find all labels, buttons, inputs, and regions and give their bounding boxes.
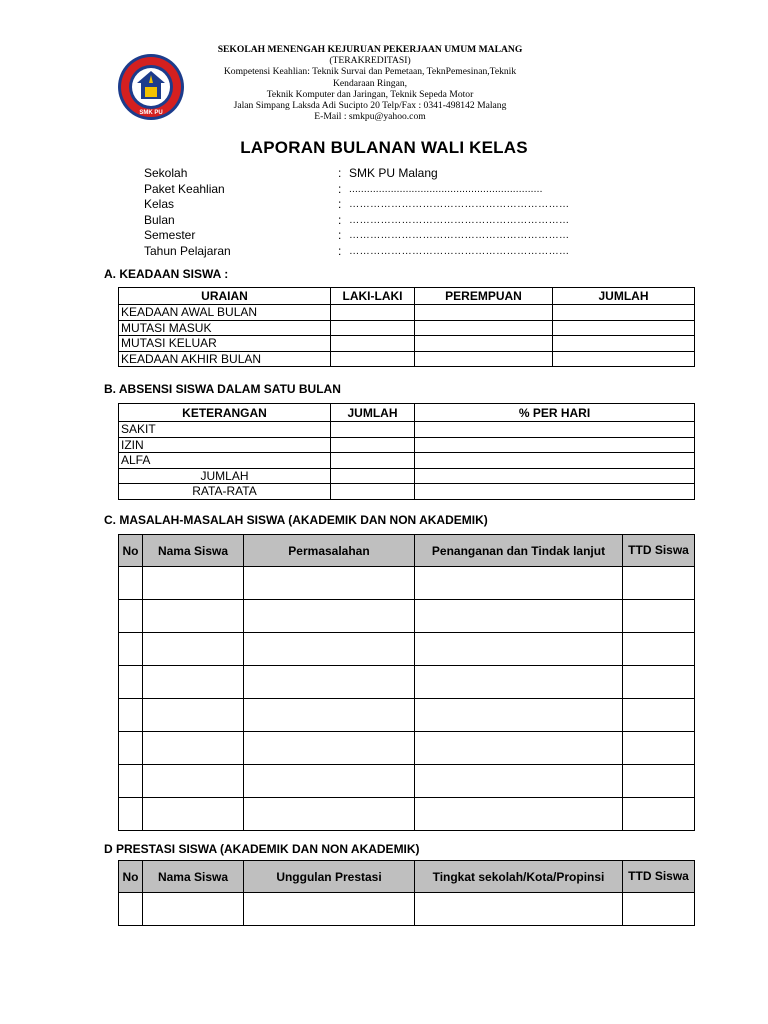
table-cell[interactable]	[331, 422, 415, 438]
table-cell[interactable]	[244, 666, 415, 699]
row-label: RATA-RATA	[119, 484, 331, 500]
table-cell[interactable]	[415, 765, 623, 798]
table-cell[interactable]	[415, 699, 623, 732]
table-cell[interactable]	[119, 732, 143, 765]
identity-label: Paket Keahlian	[144, 181, 225, 196]
identity-value: ………………………………………………………	[349, 199, 570, 210]
table-cell[interactable]	[623, 633, 695, 666]
row-label: JUMLAH	[119, 468, 331, 484]
section-b-heading: B. ABSENSI SISWA DALAM SATU BULAN	[104, 382, 341, 396]
table-cell[interactable]	[244, 732, 415, 765]
identity-label: Bulan	[144, 212, 175, 227]
column-header: KETERANGAN	[119, 404, 331, 422]
table-cell[interactable]	[553, 305, 695, 321]
table-cell[interactable]	[244, 600, 415, 633]
table-cell[interactable]	[415, 422, 695, 438]
identity-colon: :	[338, 197, 342, 211]
column-header: URAIAN	[119, 288, 331, 305]
table-cell[interactable]	[415, 336, 553, 352]
identity-label: Tahun Pelajaran	[144, 243, 231, 258]
table-cell[interactable]	[331, 468, 415, 484]
table-cell[interactable]	[553, 320, 695, 336]
table-row	[119, 320, 695, 336]
table-cell[interactable]	[244, 765, 415, 798]
identity-label: Semester	[144, 228, 196, 242]
column-header: No	[119, 861, 143, 893]
column-header: JUMLAH	[331, 404, 415, 422]
column-header: Penanganan dan Tindak lanjut	[415, 535, 623, 567]
absensi-siswa-table	[118, 403, 695, 500]
identity-colon: :	[338, 181, 342, 196]
table-cell[interactable]	[623, 765, 695, 798]
table-cell[interactable]	[623, 600, 695, 633]
row-label: KEADAAN AWAL BULAN	[119, 305, 331, 321]
column-header: Nama Siswa	[143, 861, 244, 893]
table-cell[interactable]	[119, 699, 143, 732]
table-row	[119, 351, 695, 367]
table-cell[interactable]	[143, 893, 244, 926]
table-cell[interactable]	[415, 453, 695, 469]
document-title: LAPORAN BULANAN WALI KELAS	[240, 138, 528, 157]
table-cell[interactable]	[415, 351, 553, 367]
column-header: Permasalahan	[244, 535, 415, 567]
table-row	[119, 453, 695, 469]
table-cell[interactable]	[331, 453, 415, 469]
table-cell[interactable]	[143, 765, 244, 798]
column-header: TTD Siswa	[623, 861, 695, 893]
table-cell[interactable]	[244, 699, 415, 732]
row-label: MUTASI MASUK	[119, 320, 331, 336]
column-header: Unggulan Prestasi	[244, 861, 415, 893]
school-address: Jalan Simpang Laksda Adi Sucipto 20 Telp/Fax : 0341-498142 Malang	[233, 100, 507, 112]
identity-colon: :	[338, 228, 342, 242]
table-header-row	[119, 535, 695, 567]
column-header: JUMLAH	[553, 288, 695, 305]
table-cell[interactable]	[415, 600, 623, 633]
table-row	[119, 666, 695, 699]
table-cell[interactable]	[119, 798, 143, 831]
row-label: IZIN	[119, 437, 331, 453]
table-cell[interactable]	[415, 468, 695, 484]
table-cell[interactable]	[143, 798, 244, 831]
table-cell[interactable]	[119, 765, 143, 798]
table-cell[interactable]	[623, 666, 695, 699]
table-cell[interactable]	[119, 633, 143, 666]
table-cell[interactable]	[553, 351, 695, 367]
table-row	[119, 336, 695, 352]
table-cell[interactable]	[143, 567, 244, 600]
table-cell[interactable]	[415, 893, 623, 926]
table-row	[119, 893, 695, 926]
competence-line-1: Kompetensi Keahlian: Teknik Survai dan Pemetaan, TeknPemesinan,Teknik	[223, 66, 517, 78]
table-row	[119, 699, 695, 732]
table-row	[119, 732, 695, 765]
table-cell[interactable]	[553, 336, 695, 352]
masalah-siswa-table	[118, 534, 695, 831]
school-logo	[117, 53, 185, 121]
competence-line-3: Teknik Komputer dan Jaringan, Teknik Sepeda Motor	[266, 88, 474, 100]
table-cell[interactable]	[623, 699, 695, 732]
table-header-row	[119, 404, 695, 422]
table-cell[interactable]	[143, 732, 244, 765]
table-cell[interactable]	[623, 893, 695, 926]
school-name: SEKOLAH MENENGAH KEJURUAN PEKERJAAN UMUM MALANG	[217, 44, 523, 55]
column-header: PEREMPUAN	[415, 288, 553, 305]
table-cell[interactable]	[331, 484, 415, 500]
table-cell[interactable]	[623, 732, 695, 765]
table-cell[interactable]	[415, 633, 623, 666]
column-header: LAKI-LAKI	[331, 288, 415, 305]
table-cell[interactable]	[119, 666, 143, 699]
identity-label: Sekolah	[144, 166, 188, 180]
section-d-heading: D PRESTASI SISWA (AKADEMIK DAN NON AKADEMIK)	[104, 842, 420, 856]
table-cell[interactable]	[143, 633, 244, 666]
table-row	[119, 484, 695, 500]
table-cell[interactable]	[244, 798, 415, 831]
table-row	[119, 633, 695, 666]
identity-value: SMK PU Malang	[349, 166, 438, 180]
prestasi-siswa-table	[118, 860, 695, 926]
identity-value: ………………………………………………………	[349, 230, 570, 241]
table-cell[interactable]	[415, 320, 553, 336]
school-email: E-Mail : smkpu@yahoo.com	[314, 111, 426, 123]
column-header: Nama Siswa	[143, 535, 244, 567]
accreditation: (TERAKREDITASI)	[329, 55, 411, 67]
table-cell[interactable]	[244, 633, 415, 666]
logo-label: SMK PU	[139, 110, 163, 116]
table-cell[interactable]	[331, 437, 415, 453]
table-cell[interactable]	[415, 732, 623, 765]
table-cell[interactable]	[415, 305, 553, 321]
section-a-heading: A. KEADAAN SISWA :	[104, 267, 229, 281]
table-cell[interactable]	[623, 567, 695, 600]
identity-colon: :	[338, 212, 342, 227]
table-row	[119, 600, 695, 633]
table-row	[119, 437, 695, 453]
row-label: MUTASI KELUAR	[119, 336, 331, 352]
row-label: ALFA	[119, 453, 331, 469]
table-cell[interactable]	[143, 699, 244, 732]
identity-colon: :	[338, 243, 342, 258]
table-cell[interactable]	[415, 666, 623, 699]
row-label: SAKIT	[119, 422, 331, 438]
table-row	[119, 305, 695, 321]
table-cell[interactable]	[331, 336, 415, 352]
table-cell[interactable]	[331, 320, 415, 336]
row-label: KEADAAN AKHIR BULAN	[119, 351, 331, 367]
column-header: % PER HARI	[415, 404, 695, 422]
table-header-row	[119, 861, 695, 893]
table-header-row	[119, 288, 695, 305]
identity-value: ………………………………………………………	[349, 214, 570, 226]
identity-colon: :	[338, 166, 342, 180]
table-cell[interactable]	[415, 798, 623, 831]
table-row	[119, 567, 695, 600]
table-cell[interactable]	[244, 893, 415, 926]
table-cell[interactable]	[119, 893, 143, 926]
table-row	[119, 765, 695, 798]
letterhead	[190, 44, 550, 122]
column-header: Tingkat sekolah/Kota/Propinsi	[415, 861, 623, 893]
table-cell[interactable]	[244, 567, 415, 600]
table-cell[interactable]	[623, 798, 695, 831]
section-c-heading: C. MASALAH-MASALAH SISWA (AKADEMIK DAN NON AKADEMIK)	[104, 513, 488, 527]
table-row	[119, 468, 695, 484]
table-cell[interactable]	[119, 600, 143, 633]
column-header: TTD Siswa	[623, 535, 695, 567]
table-cell[interactable]	[415, 484, 695, 500]
table-cell[interactable]	[331, 305, 415, 321]
competence-line-2: Kendaraan Ringan,	[332, 77, 408, 89]
table-cell[interactable]	[331, 351, 415, 367]
keadaan-siswa-table	[118, 287, 695, 367]
identity-value: ………………………………………………………	[349, 245, 570, 257]
table-row	[119, 798, 695, 831]
table-row	[119, 422, 695, 438]
table-cell[interactable]	[415, 567, 623, 600]
table-cell[interactable]	[143, 666, 244, 699]
table-cell[interactable]	[119, 567, 143, 600]
column-header: No	[119, 535, 143, 567]
table-cell[interactable]	[143, 600, 244, 633]
identity-value: .................................................................	[349, 183, 543, 195]
identity-label: Kelas	[144, 197, 175, 211]
table-cell[interactable]	[415, 437, 695, 453]
